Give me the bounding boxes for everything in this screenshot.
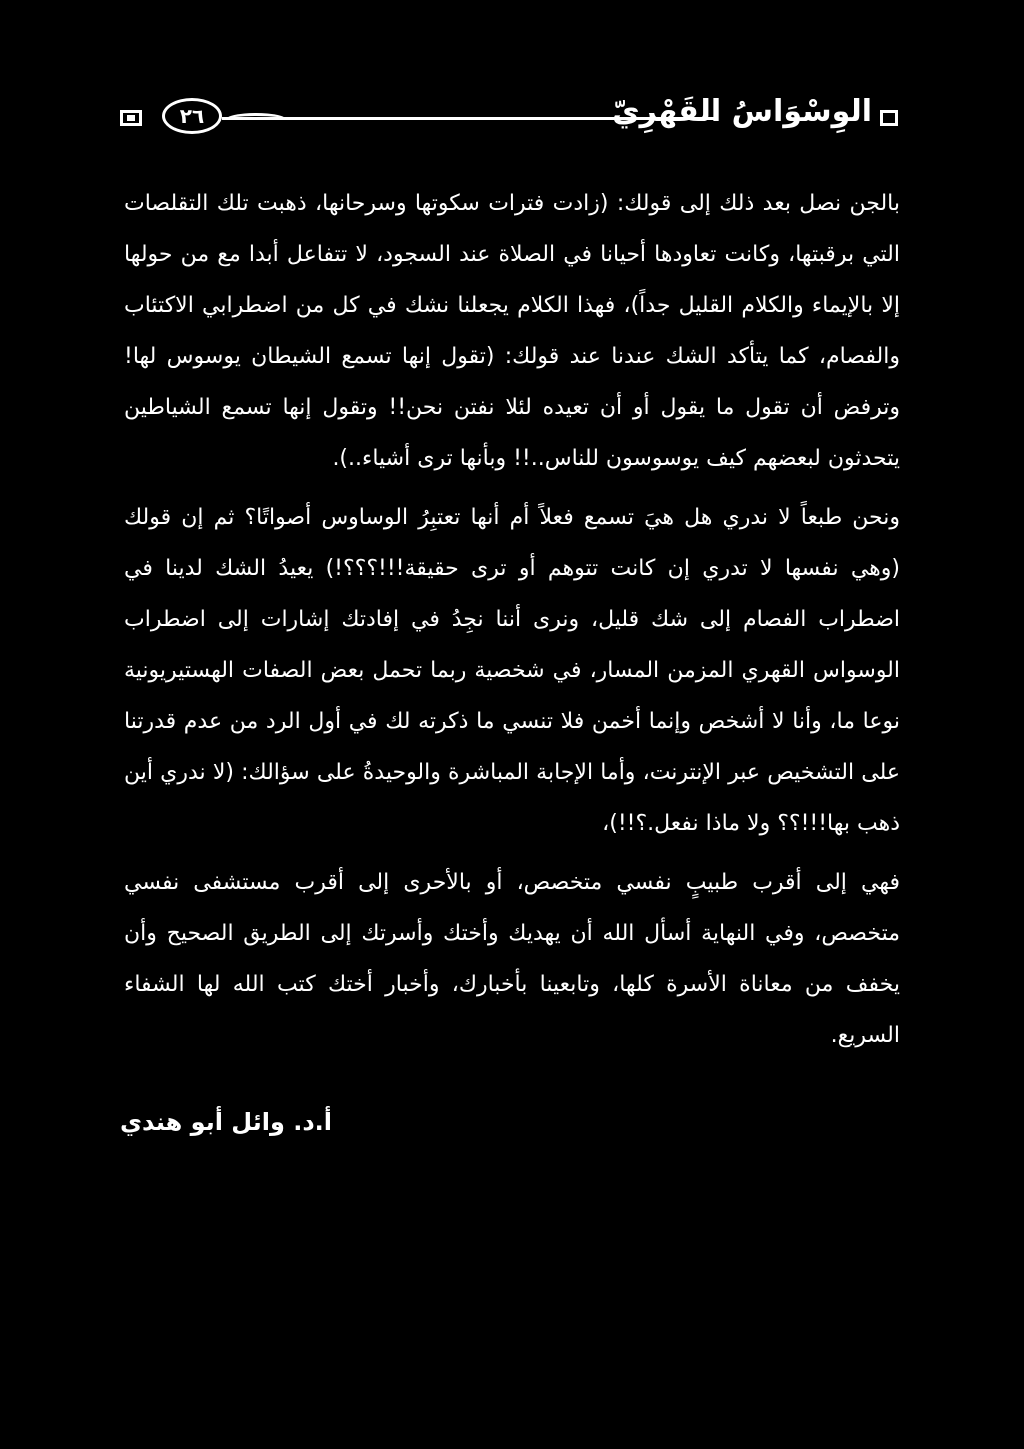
author-signature: أ.د. وائل أبو هندي xyxy=(120,1108,333,1136)
page-header xyxy=(118,94,898,138)
ornament-icon xyxy=(880,110,898,126)
paragraph: فهي إلى أقرب طبيبٍ نفسي متخصص، أو بالأحرى إلى أقرب مستشفى نفسي متخصص، وفي النهاية أسأل الله أن يهديك وأختك وأسرتك إلى الطريق الصحيح وأن يخفف من معاناة الأسرة كلها، وتابعينا بأخبارك، وأخبار أختك كتب الله لها الشفاء السريع. xyxy=(124,870,900,1048)
page-number: ٢٦ xyxy=(162,98,222,134)
ornament-icon xyxy=(120,110,142,126)
paragraph: بالجن نصل بعد ذلك إلى قولك: (زادت فترات سكوتها وسرحانها، ذهبت تلك التقلصات التي برقبتها، وكانت تعاودها أحيانا في الصلاة عند السجود، لا تتفاعل أبدا مع من حولها إلا بالإيماء والكلام القليل جداً)، فهذا الكلام يجعلنا نشك في كل من اضطرابي الاكتئاب والفصام، كما يتأكد الشك عندنا عند قولك: (تقول إنها تسمع الشيطان يوسوس لها! وترفض أن تقول ما يقول أو أن تعيده لئلا نفتن نحن!! وتقول إنها تسمع الشياطين يتحدثون لبعضهم كيف يوسوسون للناس..!! وبأنها ترى أشياء..). xyxy=(124,191,900,471)
paragraph: ونحن طبعاً لا ندري هل هيَ تسمع فعلاً أم أنها تعتبِرُ الوساوس أصواتًا؟ ثم إن قولك (وهي نفسها لا تدري إن كانت تتوهم أو ترى حقيقة!!!؟؟؟!) يعيدُ الشك لدينا في اضطراب الفصام إلى شك قليل، ونرى أننا نجِدُ في إفادتك إشارات إلى اضطراب الوسواس القهري المزمن المسار، في شخصية ربما تحمل بعض الصفات الهستيريونية نوعا ما، وأنا لا أشخص وإنما أخمن فلا تنسي ما ذكرته لك في أول الرد من عدم قدرتنا على التشخيص عبر الإنترنت، وأما الإجابة المباشرة والوحيدةُ على سؤالك: (لا ندري أين ذهب بها!!!؟؟ ولا ماذا نفعل.؟!!)، xyxy=(124,505,900,836)
header-flourish xyxy=(226,113,286,126)
running-title: الوِسْوَاسُ القَهْرِيّ xyxy=(612,94,872,129)
article-body xyxy=(124,178,900,1061)
